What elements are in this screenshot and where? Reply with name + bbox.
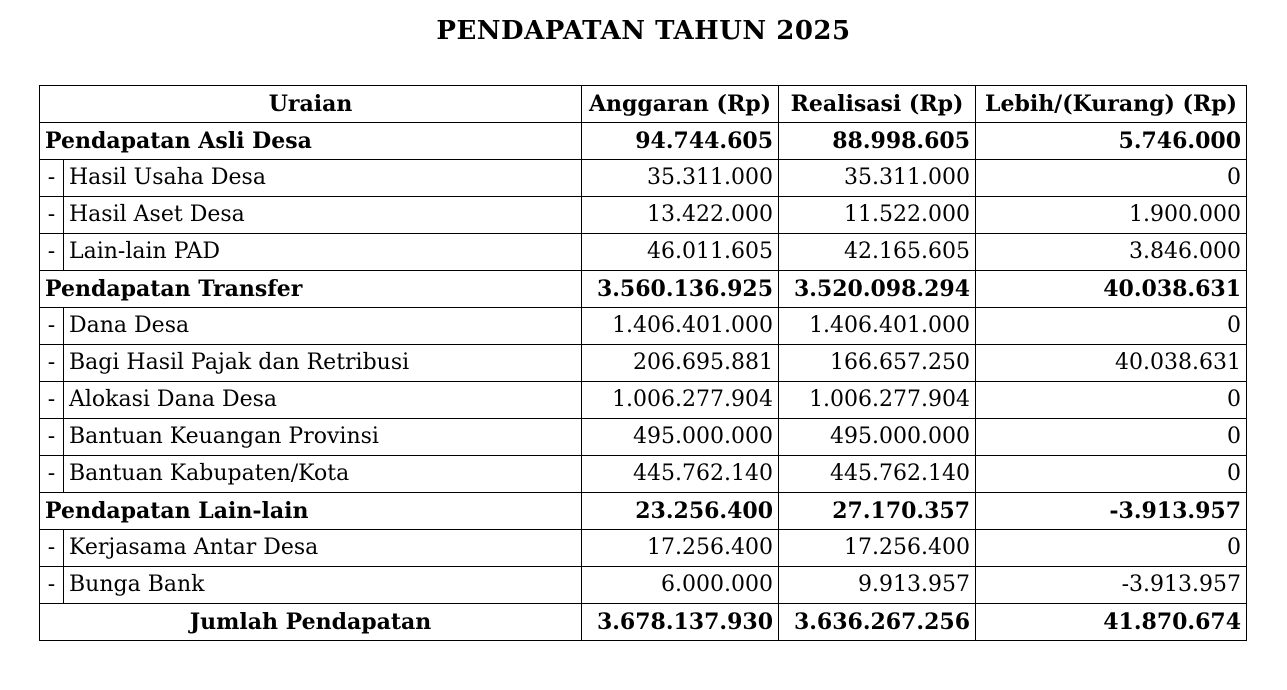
row-dash: -: [40, 160, 64, 197]
row-lebih: 1.900.000: [976, 197, 1247, 234]
group-lebih: -3.913.957: [976, 493, 1247, 530]
group-label: Pendapatan Asli Desa: [40, 123, 582, 160]
table-row: [40, 456, 1247, 493]
group-anggaran: 23.256.400: [582, 493, 779, 530]
row-dash: -: [40, 382, 64, 419]
row-dash: -: [40, 234, 64, 271]
row-label: Bantuan Keuangan Provinsi: [64, 419, 582, 456]
row-realisasi: 166.657.250: [779, 345, 976, 382]
row-realisasi: 1.006.277.904: [779, 382, 976, 419]
group-anggaran: 3.560.136.925: [582, 271, 779, 308]
row-label: Hasil Aset Desa: [64, 197, 582, 234]
row-lebih: 0: [976, 308, 1247, 345]
group-label: Pendapatan Lain-lain: [40, 493, 582, 530]
table-row: [40, 382, 1247, 419]
group-realisasi: 27.170.357: [779, 493, 976, 530]
row-lebih: 0: [976, 530, 1247, 567]
table-row: [40, 419, 1247, 456]
total-realisasi: 3.636.267.256: [779, 604, 976, 641]
row-anggaran: 445.762.140: [582, 456, 779, 493]
table-row: [40, 530, 1247, 567]
header-anggaran: Anggaran (Rp): [582, 86, 779, 123]
row-anggaran: 13.422.000: [582, 197, 779, 234]
row-realisasi: 42.165.605: [779, 234, 976, 271]
row-realisasi: 9.913.957: [779, 567, 976, 604]
total-anggaran: 3.678.137.930: [582, 604, 779, 641]
header-uraian: Uraian: [40, 86, 582, 123]
row-label: Bunga Bank: [64, 567, 582, 604]
group-row-pendapatan-asli-desa: [40, 123, 1247, 160]
row-lebih: 0: [976, 456, 1247, 493]
row-anggaran: 6.000.000: [582, 567, 779, 604]
row-anggaran: 46.011.605: [582, 234, 779, 271]
revenue-table: [39, 85, 1247, 641]
row-dash: -: [40, 530, 64, 567]
table-row: [40, 567, 1247, 604]
row-dash: -: [40, 567, 64, 604]
group-lebih: 5.746.000: [976, 123, 1247, 160]
row-dash: -: [40, 456, 64, 493]
row-label: Bagi Hasil Pajak dan Retribusi: [64, 345, 582, 382]
group-row-pendapatan-lain-lain: [40, 493, 1247, 530]
row-dash: -: [40, 197, 64, 234]
row-lebih: 0: [976, 382, 1247, 419]
group-lebih: 40.038.631: [976, 271, 1247, 308]
row-label: Dana Desa: [64, 308, 582, 345]
group-row-pendapatan-transfer: [40, 271, 1247, 308]
row-anggaran: 17.256.400: [582, 530, 779, 567]
total-row: [40, 604, 1247, 641]
header-row: [40, 86, 1247, 123]
row-anggaran: 206.695.881: [582, 345, 779, 382]
row-anggaran: 35.311.000: [582, 160, 779, 197]
total-lebih: 41.870.674: [976, 604, 1247, 641]
header-realisasi: Realisasi (Rp): [779, 86, 976, 123]
row-label: Alokasi Dana Desa: [64, 382, 582, 419]
table-row: [40, 197, 1247, 234]
group-realisasi: 88.998.605: [779, 123, 976, 160]
table-row: [40, 345, 1247, 382]
row-lebih: 0: [976, 160, 1247, 197]
row-anggaran: 1.406.401.000: [582, 308, 779, 345]
row-lebih: 40.038.631: [976, 345, 1247, 382]
row-dash: -: [40, 308, 64, 345]
group-label: Pendapatan Transfer: [40, 271, 582, 308]
table-row: [40, 160, 1247, 197]
table-row: [40, 308, 1247, 345]
page-title: PENDAPATAN TAHUN 2025: [436, 16, 851, 46]
row-anggaran: 1.006.277.904: [582, 382, 779, 419]
row-realisasi: 11.522.000: [779, 197, 976, 234]
row-realisasi: 445.762.140: [779, 456, 976, 493]
table-row: [40, 234, 1247, 271]
row-dash: -: [40, 345, 64, 382]
row-realisasi: 35.311.000: [779, 160, 976, 197]
total-label: Jumlah Pendapatan: [40, 604, 582, 641]
row-lebih: 0: [976, 419, 1247, 456]
row-label: Hasil Usaha Desa: [64, 160, 582, 197]
row-lebih: -3.913.957: [976, 567, 1247, 604]
row-label: Lain-lain PAD: [64, 234, 582, 271]
row-realisasi: 495.000.000: [779, 419, 976, 456]
row-label: Kerjasama Antar Desa: [64, 530, 582, 567]
row-dash: -: [40, 419, 64, 456]
row-realisasi: 17.256.400: [779, 530, 976, 567]
row-lebih: 3.846.000: [976, 234, 1247, 271]
row-anggaran: 495.000.000: [582, 419, 779, 456]
row-realisasi: 1.406.401.000: [779, 308, 976, 345]
group-anggaran: 94.744.605: [582, 123, 779, 160]
header-lebih: Lebih/(Kurang) (Rp): [976, 86, 1247, 123]
group-realisasi: 3.520.098.294: [779, 271, 976, 308]
row-label: Bantuan Kabupaten/Kota: [64, 456, 582, 493]
